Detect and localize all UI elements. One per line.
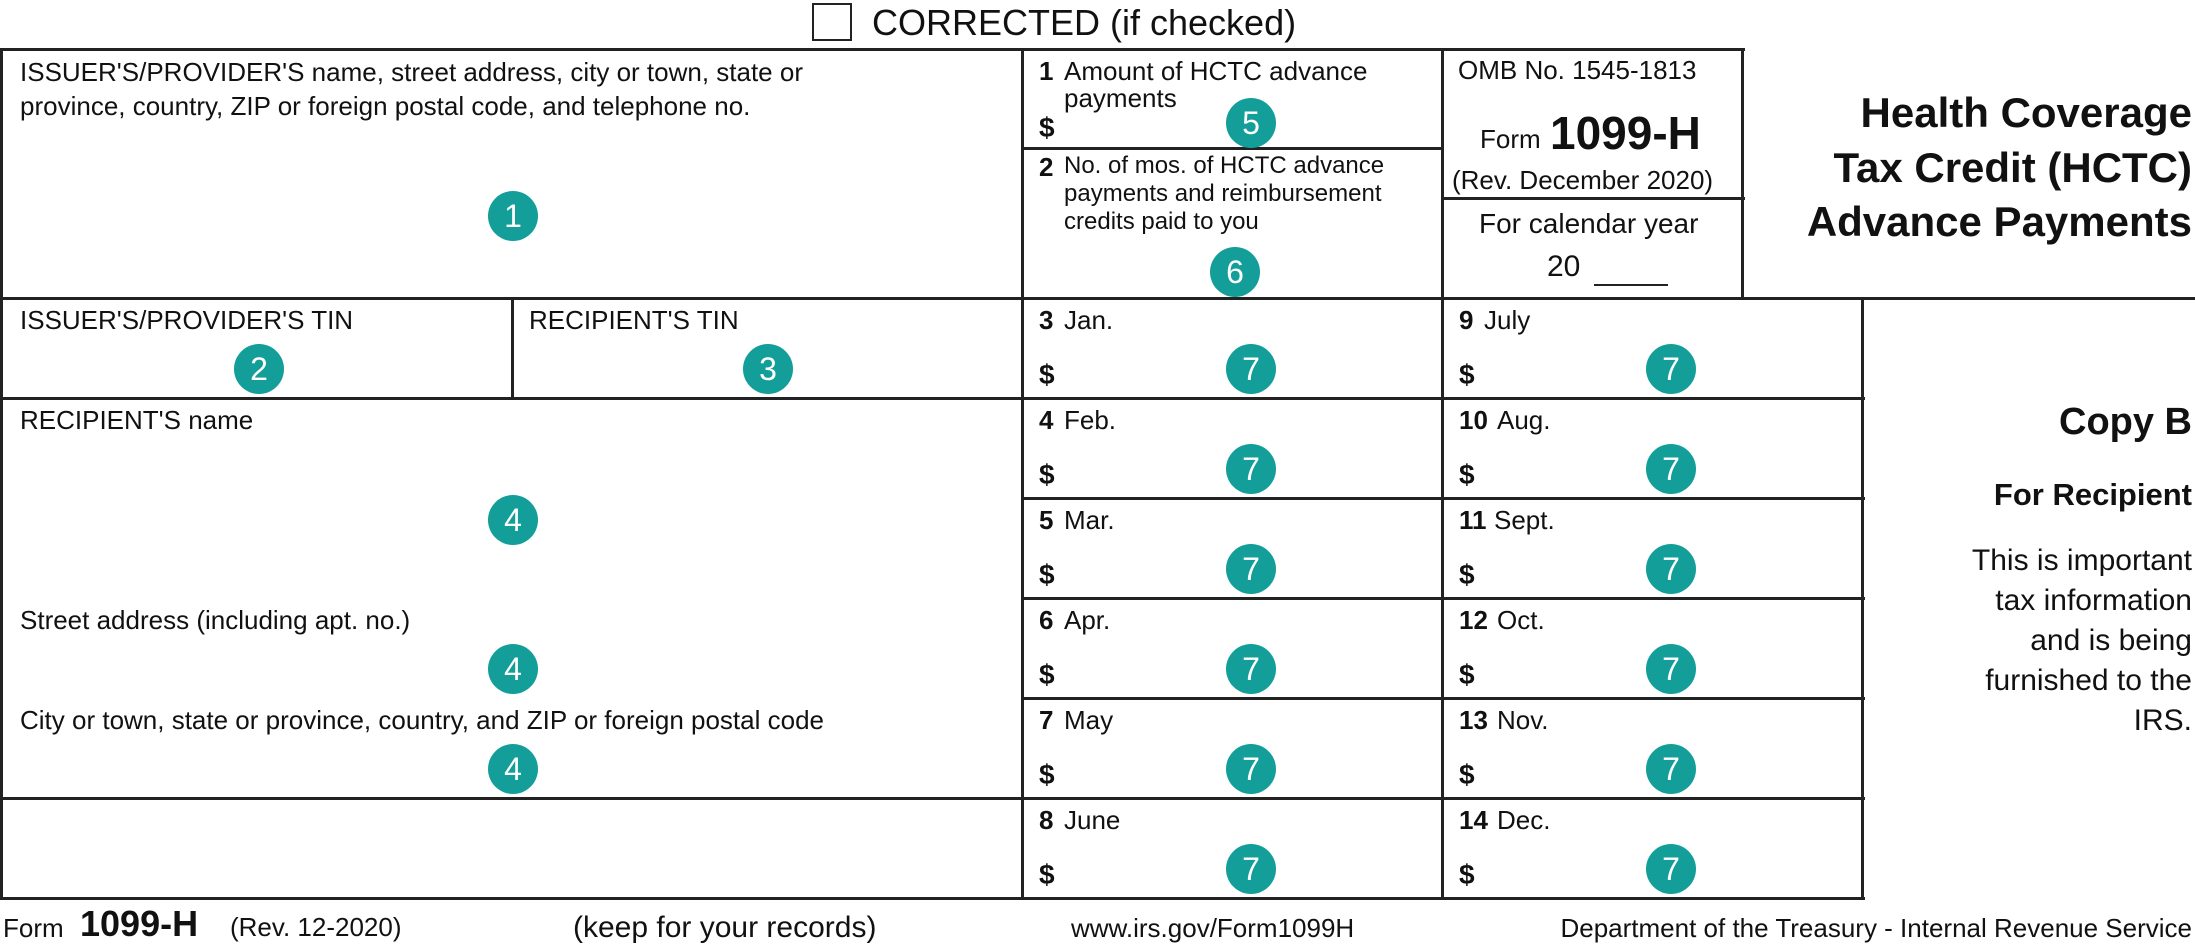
month-number: 10 [1459,405,1488,435]
box2-number: 2 [1039,152,1054,182]
copy-note-line5: IRS. [2133,704,2192,737]
month-label: Oct. [1497,605,1545,635]
month-label: Mar. [1064,505,1115,535]
recipient-street-field[interactable] [3,600,1021,700]
month-box-apr[interactable] [1024,600,1441,697]
divider-omb-year [1443,197,1745,200]
corrected-checkbox[interactable] [812,3,852,41]
box1-number: 1 [1039,56,1054,86]
month-dollar-sign: $ [1459,559,1475,590]
copy-note-line4: furnished to the [1985,664,2192,697]
month-dollar-sign: $ [1039,759,1055,790]
copy-note-line1: This is important [1971,544,2192,577]
footer-irs-link[interactable]: www.irs.gov/Form1099H [1071,913,1355,943]
footer-department: Department of the Treasury - Internal Revenue Service [1560,913,2192,943]
copy-title: Copy B [2059,401,2192,443]
month-label: July [1484,305,1531,335]
month-label: Aug. [1497,405,1551,435]
divider-months-right [1861,297,1864,900]
month-label: Apr. [1064,605,1111,635]
form-revision: (Rev. December 2020) [1452,165,1714,195]
month-field-badge: 7 [1646,344,1696,394]
calendar-year-input[interactable] [1594,284,1668,286]
month-field-badge: 7 [1646,744,1696,794]
month-box-feb[interactable] [1024,400,1441,497]
month-dollar-sign: $ [1459,659,1475,690]
issuer-tin-badge: 2 [234,344,284,394]
month-label: Nov. [1497,705,1549,735]
month-label: Dec. [1497,805,1551,835]
title-line3: Advance Payments [1806,198,2192,245]
recipient-city-label: City or town, state or province, country, and ZIP or foreign postal code [20,705,824,735]
recipient-name-field[interactable] [3,400,1021,600]
month-number: 12 [1459,605,1488,635]
footer-keep-note: (keep for your records) [573,911,877,944]
month-dollar-sign: $ [1039,559,1055,590]
footer-form-name: 1099-H [80,903,199,944]
issuer-field-badge: 1 [488,191,538,241]
month-label: Sept. [1494,505,1555,535]
month-number: 4 [1039,405,1054,435]
box1-field-badge: 5 [1226,98,1276,148]
recipient-name-badge: 4 [488,495,538,545]
box2-label-line2: payments and reimbursement [1064,180,1382,207]
issuer-tin-label: ISSUER'S/PROVIDER'S TIN [20,305,354,335]
month-number: 5 [1039,505,1054,535]
form-bottom-border [0,897,1865,900]
month-label: Feb. [1064,405,1117,435]
box2-field-badge: 6 [1210,247,1260,297]
month-number: 14 [1459,805,1488,835]
form-prefix: Form [1480,124,1541,154]
month-box-dec[interactable] [1444,800,1861,897]
month-box-july[interactable] [1444,300,1861,397]
footer-revision: (Rev. 12-2020) [230,912,402,942]
month-number: 3 [1039,305,1054,335]
month-box-june[interactable] [1024,800,1441,897]
box2-months-count[interactable] [1024,150,1441,297]
month-field-badge: 7 [1646,444,1696,494]
month-field-badge: 7 [1226,744,1276,794]
month-dollar-sign: $ [1459,859,1475,890]
title-line1: Health Coverage [1860,89,2192,136]
recipient-city-field[interactable] [3,700,1021,797]
month-dollar-sign: $ [1459,459,1475,490]
month-box-may[interactable] [1024,700,1441,797]
footer-form-prefix: Form [3,913,64,943]
month-dollar-sign: $ [1039,859,1055,890]
copy-note-line3: and is being [2030,624,2192,657]
month-box-aug[interactable] [1444,400,1861,497]
box2-label-line1: No. of mos. of HCTC advance [1064,152,1385,179]
month-number: 6 [1039,605,1054,635]
omb-number: OMB No. 1545-1813 [1458,55,1697,85]
box1-hctc-amount[interactable] [1024,51,1441,147]
month-field-badge: 7 [1226,644,1276,694]
issuer-label-line2: province, country, ZIP or foreign postal code, and telephone no. [20,91,751,121]
month-number: 11 [1459,505,1487,535]
month-field-badge: 7 [1226,544,1276,594]
month-dollar-sign: $ [1459,359,1475,390]
month-field-badge: 7 [1646,544,1696,594]
recipient-tin-field[interactable] [514,300,1021,397]
month-field-badge: 7 [1646,844,1696,894]
issuer-tin-field[interactable] [3,300,511,397]
divider-omb-right [1741,48,1744,300]
copy-note-line2: tax information [1995,584,2192,617]
recipient-tin-badge: 3 [743,344,793,394]
box2-label-line3: credits paid to you [1064,208,1259,235]
calendar-year-prefix: 20 [1547,250,1581,283]
month-number: 13 [1459,705,1488,735]
blank-field[interactable] [3,800,1021,897]
month-label: Jan. [1064,305,1114,335]
issuer-label-line1: ISSUER'S/PROVIDER'S name, street address, city or town, state or [20,57,803,87]
recipient-street-badge: 4 [488,644,538,694]
box1-label-line2: payments [1064,83,1177,113]
issuer-box[interactable] [3,51,1021,297]
month-box-nov[interactable] [1444,700,1861,797]
month-dollar-sign: $ [1459,759,1475,790]
month-label: June [1064,805,1121,835]
month-box-mar[interactable] [1024,500,1441,597]
calendar-year-label: For calendar year [1479,208,1699,239]
form-name: 1099-H [1550,107,1701,159]
recipient-tin-label: RECIPIENT'S TIN [529,305,739,335]
month-number: 9 [1459,305,1474,335]
recipient-city-badge: 4 [488,744,538,794]
month-label: May [1064,705,1114,735]
month-field-badge: 7 [1226,344,1276,394]
title-line2: Tax Credit (HCTC) [1833,144,2192,191]
month-box-jan[interactable] [1024,300,1441,397]
corrected-label: CORRECTED (if checked) [872,2,1297,43]
month-number: 8 [1039,805,1054,835]
copy-subtitle: For Recipient [1993,477,2192,512]
box1-label-line1: Amount of HCTC advance [1064,56,1368,86]
recipient-name-label: RECIPIENT'S name [20,405,254,435]
month-dollar-sign: $ [1039,359,1055,390]
box1-dollar-sign: $ [1039,112,1055,143]
month-field-badge: 7 [1226,844,1276,894]
recipient-street-label: Street address (including apt. no.) [20,605,411,635]
month-dollar-sign: $ [1039,659,1055,690]
month-field-badge: 7 [1646,644,1696,694]
month-box-sept[interactable] [1444,500,1861,597]
month-dollar-sign: $ [1039,459,1055,490]
month-box-oct[interactable] [1444,600,1861,697]
month-field-badge: 7 [1226,444,1276,494]
month-number: 7 [1039,705,1054,735]
